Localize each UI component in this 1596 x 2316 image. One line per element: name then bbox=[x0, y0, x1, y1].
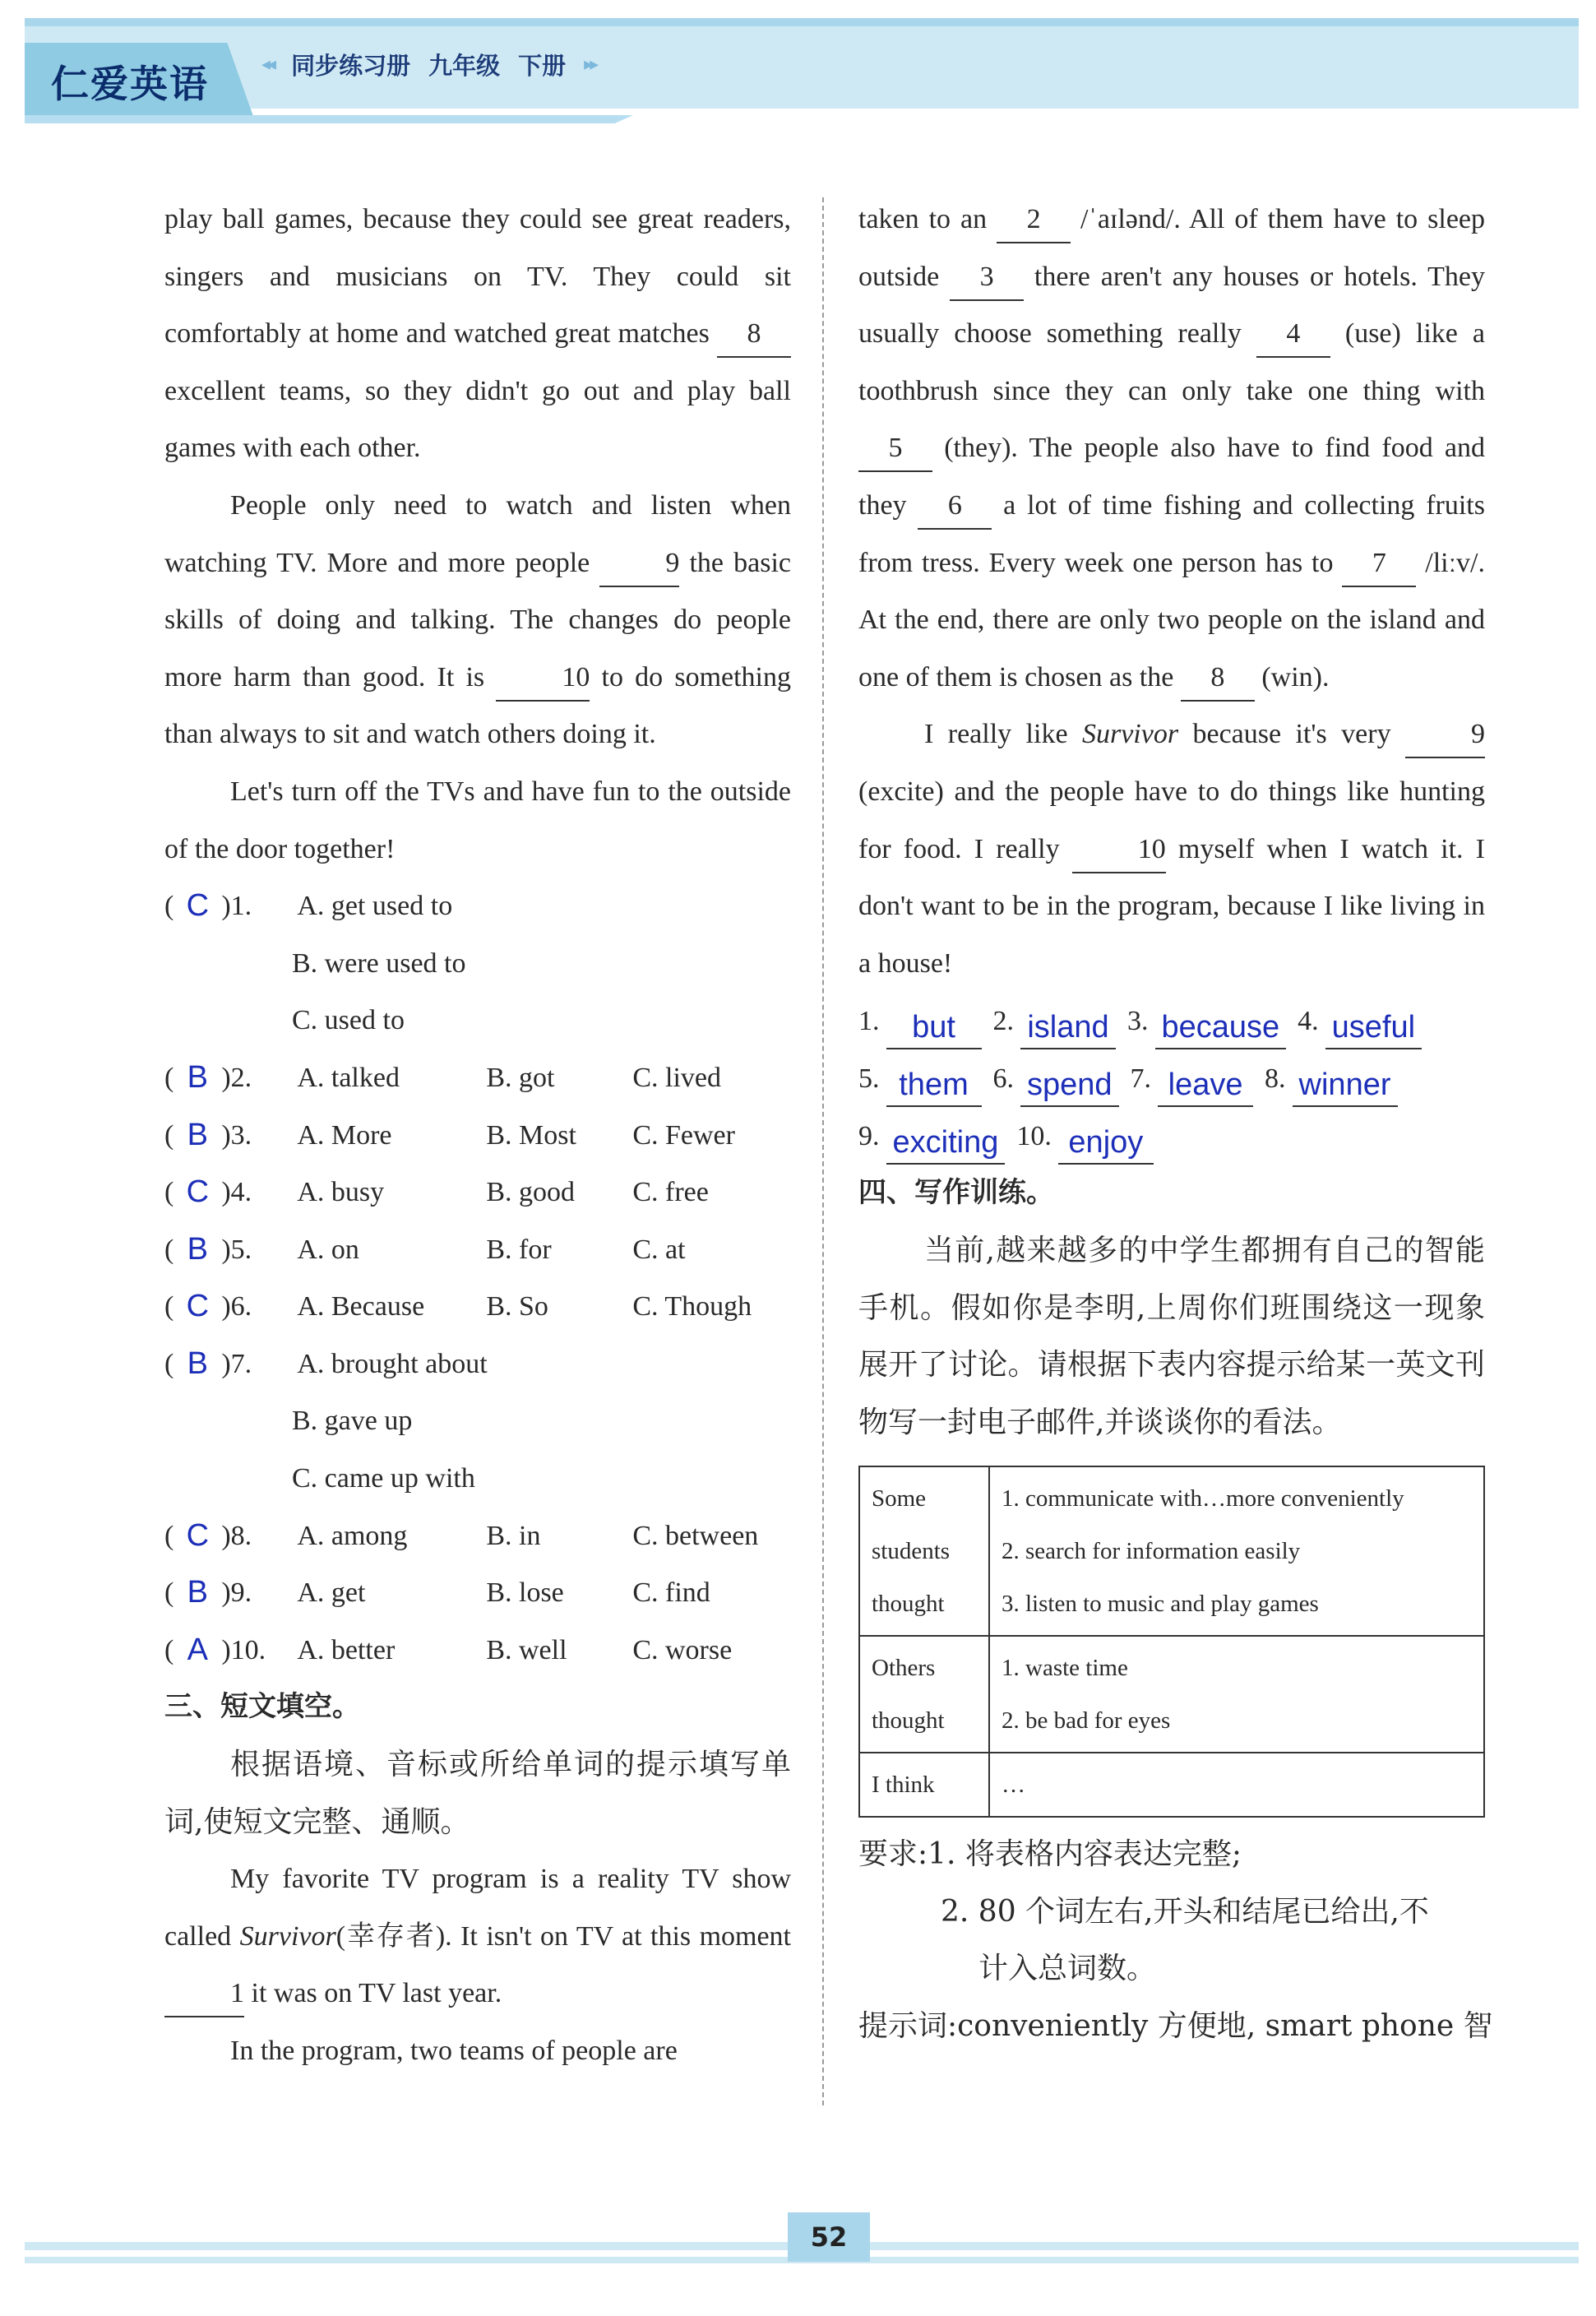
question-3: ( B )3. A. More B. Most C. Fewer bbox=[164, 1107, 791, 1165]
question-list bbox=[164, 878, 791, 1679]
section-3-instructions: 根据语境、音标或所给单词的提示填写单词,使短文完整、通顺。 bbox=[164, 1748, 791, 1839]
question-9: ( B )9. A. get B. lose C. find bbox=[164, 1564, 791, 1622]
blank-8: 8 bbox=[717, 312, 791, 358]
question-7-option-c: C. came up with bbox=[292, 1463, 475, 1494]
left-column bbox=[164, 191, 791, 2080]
hint-words: 提示词:conveniently 方便地, smart phone 智 bbox=[858, 2009, 1493, 2044]
question-1-option-c: C. used to bbox=[292, 1005, 405, 1036]
answer-row-2: 5. them 6. spend 7. leave 8. winner bbox=[858, 1049, 1485, 1107]
brand-title: 仁爱英语 bbox=[51, 62, 209, 106]
header-underline bbox=[25, 115, 633, 123]
answer-row-3: 9. exciting 10. enjoy bbox=[858, 1107, 1485, 1165]
blank-9b: 9 bbox=[1405, 712, 1485, 758]
question-1-option-b: B. were used to bbox=[292, 947, 466, 979]
answer-word-9: exciting bbox=[886, 1122, 1006, 1165]
blank-9: 9 bbox=[599, 541, 679, 587]
question-8: ( C )8. A. among B. in C. between bbox=[164, 1508, 791, 1565]
section-3-paragraph-3: I really like Survivor because it's very 9 (excite) and the people have to do things like hunting for food. I really 10 myself when I watch it. I don't want to be in the program, because I like living in a house! bbox=[858, 706, 1485, 992]
blank-3: 3 bbox=[950, 255, 1024, 301]
blank-2: 2 bbox=[997, 197, 1071, 243]
answer-7: B bbox=[187, 1346, 208, 1381]
question-7: ( B )7. A. brought about bbox=[164, 1336, 791, 1393]
answer-word-1: but bbox=[886, 1007, 982, 1049]
answer-word-6: spend bbox=[1020, 1064, 1119, 1107]
column-divider bbox=[822, 197, 824, 2105]
question-4: ( C )4. A. busy B. good C. free bbox=[164, 1164, 791, 1221]
answer-9: B bbox=[187, 1575, 208, 1610]
header-band bbox=[25, 18, 1579, 109]
answer-word-2: island bbox=[1020, 1007, 1116, 1049]
question-7-option-b: B. gave up bbox=[292, 1406, 413, 1437]
answer-word-10: enjoy bbox=[1058, 1122, 1154, 1165]
answer-8: C bbox=[186, 1517, 210, 1553]
answer-word-7: leave bbox=[1158, 1064, 1253, 1107]
hint-table bbox=[858, 1466, 1485, 1818]
answer-5: B bbox=[187, 1231, 208, 1267]
blank-7: 7 bbox=[1342, 541, 1416, 587]
question-10: ( A )10. A. better B. well C. worse bbox=[164, 1622, 791, 1679]
blank-6: 6 bbox=[918, 484, 992, 530]
blank-8b: 8 bbox=[1181, 655, 1255, 702]
section-4-title: 四、写作训练。 bbox=[858, 1176, 1054, 1210]
header-strip bbox=[25, 18, 1579, 26]
grade-label: 九年级 bbox=[428, 52, 501, 80]
page-number: 52 bbox=[788, 2212, 870, 2262]
header-meta bbox=[261, 48, 595, 81]
question-6: ( C )6. A. Because B. So C. Though bbox=[164, 1278, 791, 1336]
hint-row-others: Others thought 1. waste time 2. be bad for eyes bbox=[859, 1636, 1484, 1753]
right-column bbox=[858, 191, 1493, 2055]
answer-4: C bbox=[186, 1174, 210, 1210]
section-3-paragraph-2-cont: taken to an 2 /ˈaɪlənd/. All of them have to sleep outside 3 there aren't any houses or hotels. They usually choose something really 4 (use) like a toothbrush since they can only take one thing with 5 (they). The people also have to find food and they 6 a lot of time fishing and collecting fruits from tress. Every week one person has to 7 /liːv/. At the end, there are only two people on the island and one of them is chosen as the 8 (win). bbox=[858, 191, 1485, 706]
section-4-instructions: 当前,越来越多的中学生都拥有自己的智能手机。假如你是李明,上周你们班围绕这一现象展开了讨论。请根据下表内容提示给某一英文刊物写一封电子邮件,并谈谈你的看法。 bbox=[858, 1233, 1485, 1439]
answer-word-8: winner bbox=[1293, 1064, 1398, 1107]
question-1: ( C )1. A. get used to bbox=[164, 878, 791, 935]
arrow-right-icon: ▸▸ bbox=[584, 54, 596, 75]
answer-1: C bbox=[186, 888, 210, 924]
section-3-title: 三、短文填空。 bbox=[164, 1690, 360, 1724]
hint-label-some: Some students thought bbox=[859, 1466, 989, 1636]
requirement-1: 要求:1. 将表格内容表达完整; bbox=[858, 1837, 1242, 1872]
section-3-paragraph-2: In the program, two teams of people are bbox=[230, 2036, 678, 2066]
answer-key bbox=[858, 992, 1485, 1165]
blank-5: 5 bbox=[858, 426, 932, 472]
requirement-2-cont: 计入总词数。 bbox=[978, 1952, 1157, 1986]
passage-paragraph-1: play ball games, because they could see great readers, singers and musicians on TV. They could sit comfortably at home and watched great matches 8 excellent teams, so they didn't go out and play ball games with each other. bbox=[164, 204, 791, 464]
arrow-left-icon: ◂◂ bbox=[261, 54, 274, 75]
requirement-2: 2. 80 个词左右,开头和结尾已给出,不 bbox=[941, 1894, 1429, 1929]
answer-3: B bbox=[187, 1117, 208, 1152]
answer-6: C bbox=[186, 1289, 210, 1324]
answer-2: B bbox=[187, 1059, 208, 1095]
blank-10b: 10 bbox=[1072, 827, 1166, 873]
question-5: ( B )5. A. on B. for C. at bbox=[164, 1221, 791, 1279]
hint-row-i-think: I think … bbox=[859, 1753, 1484, 1817]
book-name: 同步练习册 bbox=[291, 52, 411, 80]
answer-word-3: because bbox=[1155, 1007, 1287, 1049]
question-2: ( B )2. A. talked B. got C. lived bbox=[164, 1049, 791, 1107]
answer-word-4: useful bbox=[1325, 1007, 1422, 1049]
passage-paragraph-3: Let's turn off the TVs and have fun to the outside of the door together! bbox=[164, 776, 791, 864]
hint-label-i-think: I think bbox=[859, 1753, 989, 1817]
blank-1: 1 bbox=[164, 1971, 244, 2017]
hint-label-others: Others thought bbox=[859, 1636, 989, 1753]
hint-row-some: Some students thought 1. communicate with…more conveniently 2. search for information easily 3. listen to music and play games bbox=[859, 1466, 1484, 1636]
answer-10: A bbox=[187, 1632, 208, 1667]
section-3-paragraph-1: My favorite TV program is a reality TV show called Survivor(幸存者). It isn't on TV at this moment 1 it was on TV last year. bbox=[164, 1850, 791, 2022]
answer-word-5: them bbox=[886, 1064, 982, 1107]
blank-10: 10 bbox=[496, 655, 590, 702]
blank-4: 4 bbox=[1256, 312, 1330, 358]
volume-label: 下册 bbox=[518, 52, 567, 80]
answer-row-1: 1. but 2. island 3. because 4. useful bbox=[858, 992, 1485, 1049]
passage-paragraph-2: People only need to watch and listen when watching TV. More and more people 9 the basic skills of doing and talking. The changes do people more harm than good. It is 10 to do something than always to sit and watch others doing it. bbox=[164, 489, 791, 750]
